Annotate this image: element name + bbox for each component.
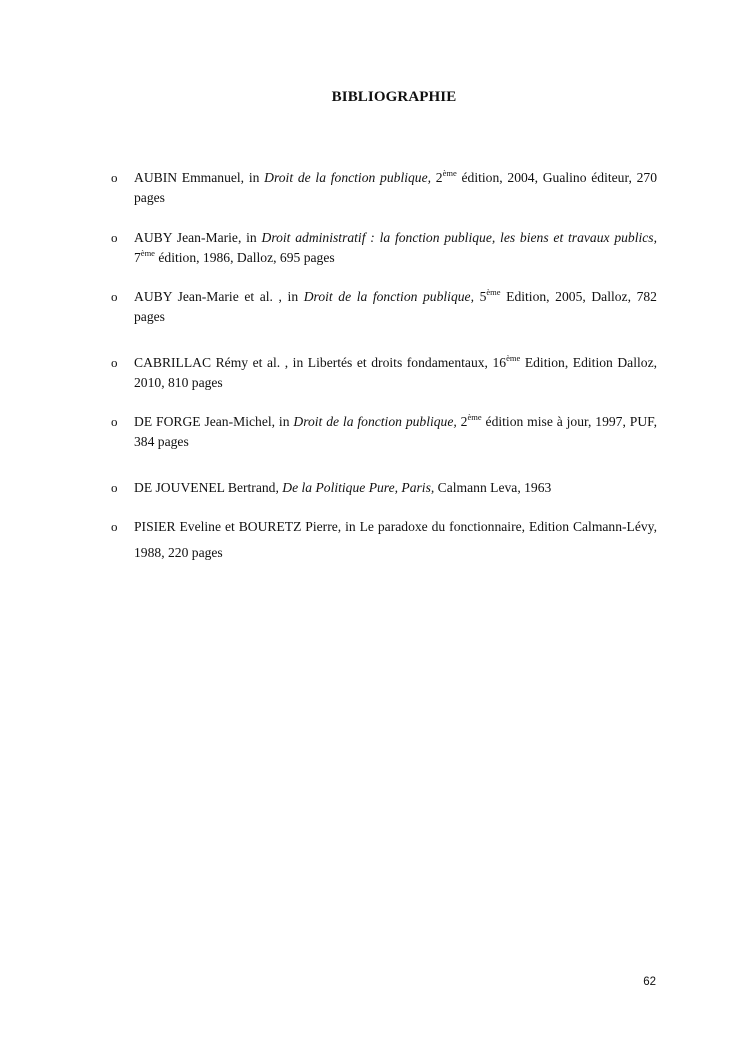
ordinal-superscript: ème	[140, 248, 155, 258]
bullet-marker: o	[111, 355, 118, 370]
bullet-marker: o	[111, 230, 118, 245]
bibliography-entry	[111, 514, 657, 566]
entry-text-part: 5	[473, 289, 487, 304]
bibliography-entry	[111, 168, 657, 208]
bullet-marker: o	[111, 170, 118, 185]
entry-text	[134, 478, 657, 498]
entry-text-part: Calmann Leva, 1963	[434, 480, 552, 495]
entry-title: Droit de la fonction publique,	[303, 289, 474, 304]
entry-title: Droit de la fonction publique,	[264, 170, 432, 185]
page-title: BIBLIOGRAPHIE	[331, 89, 457, 105]
entry-author-text: AUBY Jean-Marie, in	[134, 230, 262, 245]
bullet-marker: o	[111, 289, 118, 304]
entry-text-part: , 7	[134, 230, 658, 265]
entry-text	[134, 168, 657, 208]
entry-text-part: édition, 1986, Dalloz, 695 pages	[154, 250, 335, 265]
entry-text-part: Edition, 2005, Dalloz, 782 pages	[134, 289, 657, 324]
entry-text-part: 2	[456, 414, 468, 429]
entry-author-text: DE JOUVENEL Bertrand	[134, 480, 276, 495]
entry-author-text: CABRILLAC Rémy et al. , in Libertés et droits fondamentaux, 16	[134, 355, 507, 370]
entry-text-part: 2	[431, 170, 443, 185]
ordinal-superscript: ème	[442, 168, 457, 178]
entry-author-text: DE FORGE Jean-Michel, in	[134, 414, 294, 429]
entry-text	[134, 412, 657, 452]
entry-text	[134, 287, 657, 327]
entry-title: Droit administratif : la fonction publique, les biens et travaux publics	[261, 230, 654, 245]
bibliography-entry	[111, 478, 657, 498]
bullet-marker: o	[111, 519, 118, 534]
entry-text: PISIER Eveline et BOURETZ Pierre, in Le paradoxe du fonctionnaire, Edition Calmann-Lévy, 1988, 220 pages	[134, 519, 657, 560]
entry-text-part: Edition, Edition Dalloz, 2010, 810 pages	[134, 355, 658, 390]
entry-text	[134, 353, 657, 393]
entry-author-text: AUBY Jean-Marie et al. , in	[134, 289, 304, 304]
bibliography-entry	[111, 287, 657, 327]
page-number: 62	[643, 976, 656, 988]
ordinal-superscript: ème	[486, 287, 501, 297]
entry-text-part: édition mise à jour, 1997, PUF, 384 pages	[134, 414, 657, 449]
entry-title: Droit de la fonction publique,	[293, 414, 457, 429]
bibliography-entry	[111, 228, 657, 268]
ordinal-superscript: ème	[506, 353, 521, 363]
entry-text	[134, 228, 657, 268]
bullet-marker: o	[111, 480, 118, 495]
ordinal-superscript: ème	[467, 412, 482, 422]
entry-title: , De la Politique Pure, Paris,	[275, 480, 435, 495]
entry-text-part: édition, 2004, Gualino éditeur, 270 pages	[134, 170, 657, 205]
bullet-marker: o	[111, 414, 118, 429]
bibliography-entry	[111, 412, 657, 452]
entry-author-text: AUBIN Emmanuel, in	[134, 170, 265, 185]
bibliography-entry	[111, 353, 657, 393]
